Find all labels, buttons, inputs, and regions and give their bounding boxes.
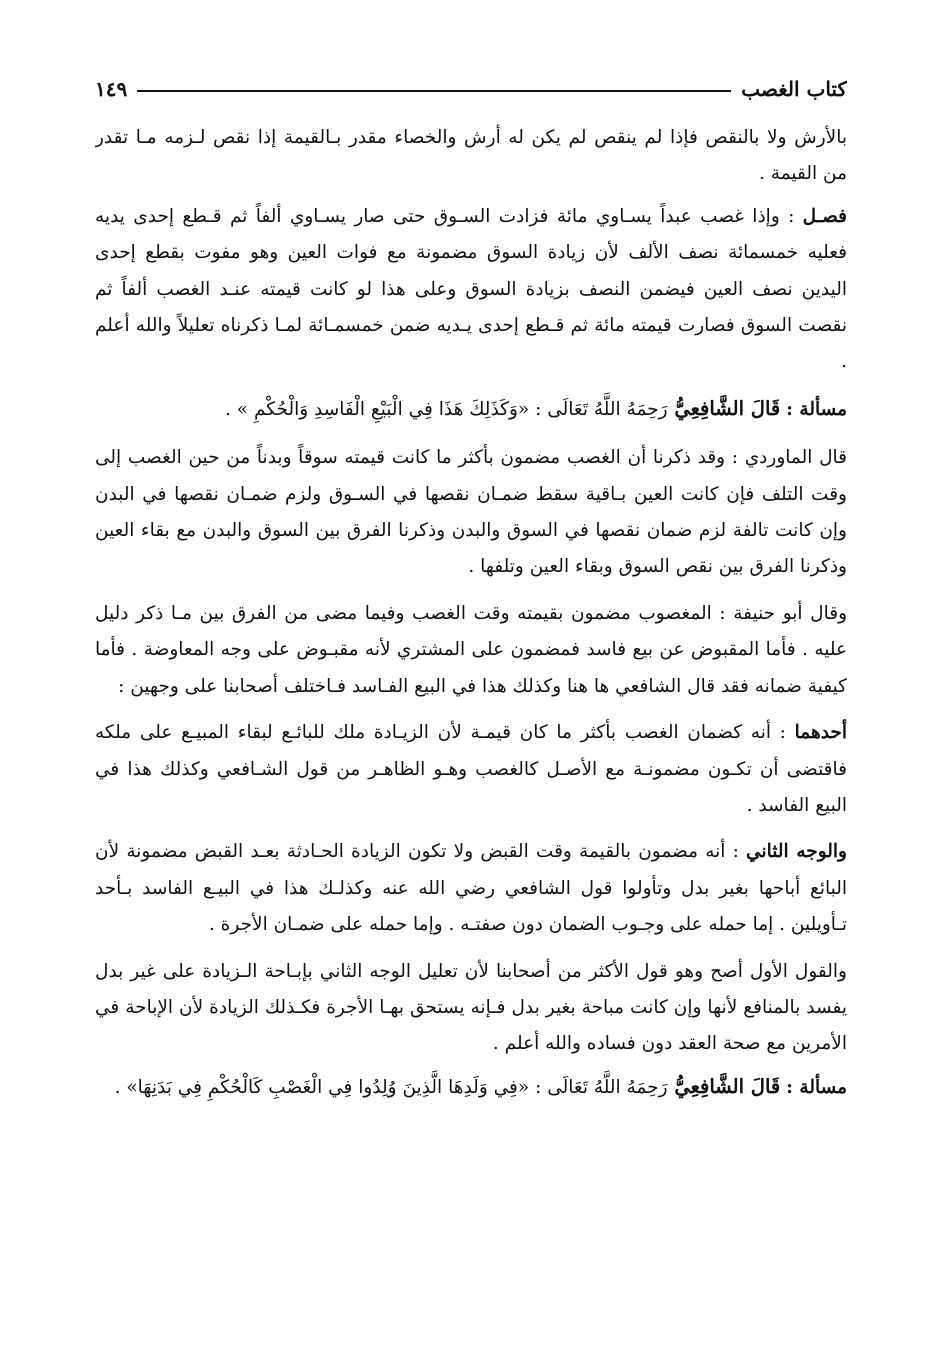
masala-label: مسألة : (786, 1076, 847, 1098)
paragraph-abu-hanifa (95, 596, 847, 705)
page-number: ١٤٩ (95, 77, 128, 101)
paragraph-text: بالأرش ولا بالنقص فإذا لم ينقص لم يكن له أرش والخصاء مقدر بـالقيمة إذا نقص لـزمه مـا تقدر من القيمة . (95, 127, 847, 185)
paragraph-text: : أنه كضمان الغصب بأكثر ما كان قيمـة لأن الزيـادة ملك للبائـع لبقاء المبيـع على ملكه فاقتضى أن تكـون مضمونـة مع الأصـل كالغصب وهـو الظاهـر من قول الشـافعي وكذلك هذا في البيع الفاسد . (95, 722, 847, 816)
shafii-said: قَالَ الشَّافِعِيُّ (667, 1074, 781, 1098)
paragraph-text: وقال أبو حنيفة : المغصوب مضمون بقيمته وقت الغصب وفيما مضى من الفرق بين مـا ذكر دليل عليه . فأما المقبوض عن بيع فاسد فمضمون على المشتري لأنه مقبـوض على وجه المعاوضة . فأما كيفية ضمانه فقد قال الشافعي ها هنا وكذلك هذا في البيع الفـاسد فـاختلف أصحابنا على وجهين : (95, 602, 847, 697)
masala-label: مسألة : (786, 398, 847, 420)
paragraph-mawardi (95, 440, 847, 586)
paragraph-first-view (95, 715, 847, 824)
section-heading: فصـل (802, 205, 847, 227)
paragraph-fasl (95, 199, 847, 381)
masala-heading-2 (95, 1069, 847, 1106)
page-body (95, 120, 847, 1106)
masala-quote: رَحِمَهُ اللَّهُ تَعَالَى : «وَكَذَلِكَ هَذَا فِي الْبَيْعِ الْفَاسِدِ وَالْحُكْمِ » . (225, 398, 668, 420)
paragraph-text: والقول الأول أصح وهو قول الأكثر من أصحابنا لأن تعليل الوجه الثاني بإبـاحة الـزيادة على غير بدل يفسد بالمنافع لأنها وإن كانت مباحة بغير بدل فـإنه يستحق بهـا الأجرة فكـذلك الزيادة لأن الإباحة في الأمرين مع صحة العقد دون فساده والله أعلم . (95, 960, 847, 1055)
second-view-label: والوجه الثاني (746, 841, 847, 863)
paragraph-text: : وإذا غصب عبداً يسـاوي مائة فزادت السـوق حتى صار يسـاوي ألفاً ثم قـطع إحدى يديه فعليه خمسمائة نصف الألف لأن زيادة السوق مضمونة مع فوات العين وهو مفوت بقطع إحدى اليدين نصف العين فيضمن النصف بزيادة السوق وعلى هذا لو كانت قيمته عنـد الغصب ألفاً ثم نقصت السوق فصارت قيمته مائة ثم قـطع إحدى يـديه ضمن خمسمـائة لمـا ذكرناه تعليلاً والله أعلم . (95, 205, 847, 373)
paragraph-text: قال الماوردي : وقد ذكرنا أن الغصب مضمون بأكثر ما كانت قيمته سوقاً وبدناً من حين الغصب إلى وقت التلف فإن كانت العين بـاقية سقط ضمـان نقصها في السـوق ولزم ضمـان نقصها في البدن وإن كانت تالفة لزم ضمان نقصها في السوق والبدن وذكرنا الفرق بين السوق والبدن مع بقاء العين وذكرنا الفرق بين نقص السوق وبقاء العين وتلفها . (95, 447, 847, 578)
shafii-said: قَالَ الشَّافِعِيُّ (667, 396, 781, 420)
paragraph-continuation (95, 120, 847, 193)
paragraph-text: : أنه مضمون بالقيمة وقت القبض ولا تكون الزيادة الحـادثة بعـد القبض مضمونة لأن البائع أباحها بغير بدل وتأولوا قول الشافعي رضي الله عنه وكذلـك هذا في البيـع الفاسد بـأحد تـأويلين . إما حمله على وجـوب الضمان دون صفتـه . وإما حمله على ضمـان الأجرة . (95, 841, 847, 936)
header-rule (137, 90, 731, 92)
first-view-label: أحدهما (794, 722, 847, 744)
paragraph-conclusion (95, 954, 847, 1063)
paragraph-second-view (95, 834, 847, 943)
masala-heading (95, 391, 847, 428)
book-page (95, 72, 847, 1352)
running-header (95, 72, 847, 106)
masala-quote: رَحِمَهُ اللَّهُ تَعَالَى : «فِي وَلَدِهَا الَّذِينَ وُلِدُوا فِي الْغَصْبِ كَالْحُكْمِ فِي بَدَنِهَا» . (114, 1076, 668, 1098)
chapter-title: كتاب الغصب (741, 77, 847, 101)
